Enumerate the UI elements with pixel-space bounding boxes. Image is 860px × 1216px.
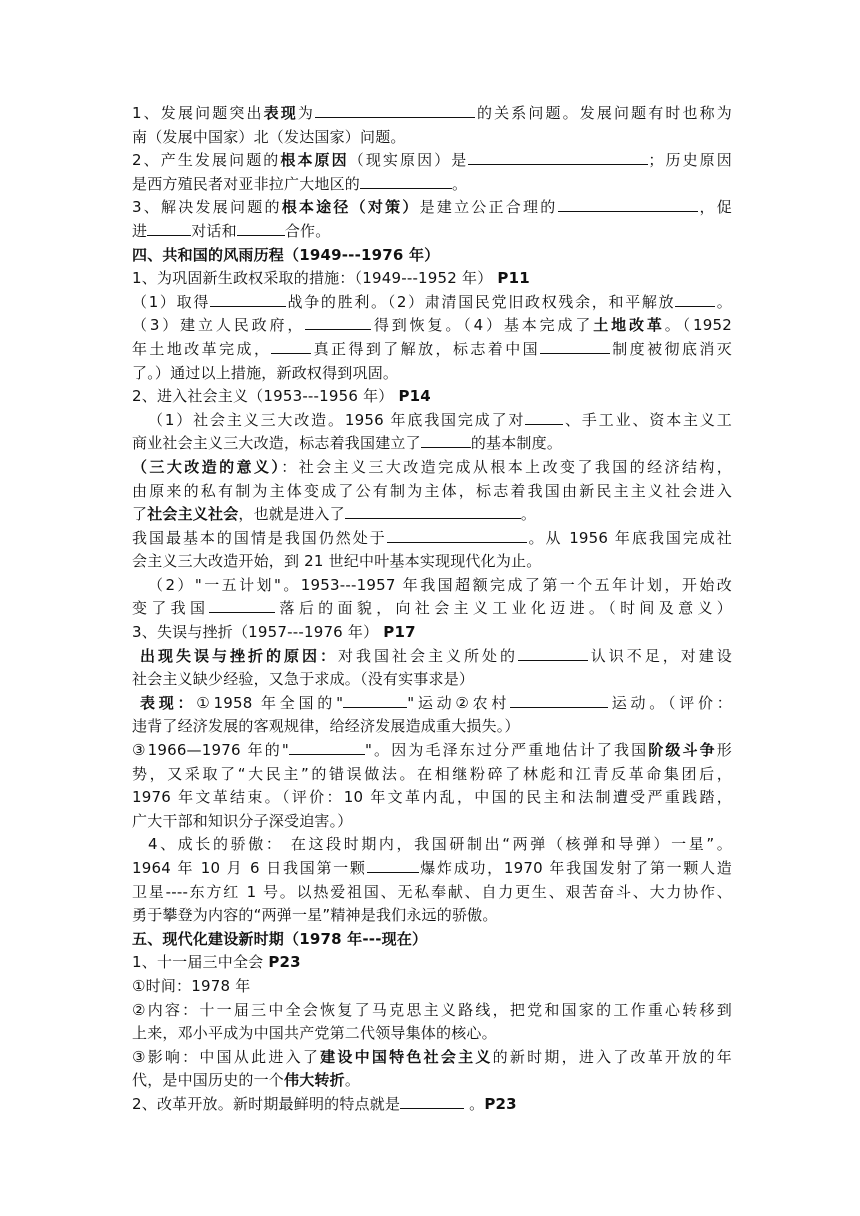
text-segment: 上来，邓小平成为中国共产党第二代领导集体的核心。 bbox=[132, 1024, 497, 1043]
text-line bbox=[132, 881, 732, 905]
text-line bbox=[132, 338, 732, 362]
text-line bbox=[132, 574, 732, 598]
text-line bbox=[132, 645, 732, 669]
text-line bbox=[132, 715, 732, 739]
fill-blank[interactable] bbox=[209, 597, 275, 613]
text-segment: 势，又采取了“大民主”的错误做法。在相继粉碎了林彪和江青反革命集团后， bbox=[132, 764, 732, 783]
text-segment: 南（发展中国家）北（发达国家）问题。 bbox=[132, 127, 406, 146]
text-line bbox=[132, 149, 732, 173]
fill-blank[interactable] bbox=[315, 102, 475, 118]
text-line bbox=[132, 503, 732, 527]
text-segment: 得到恢复。（4）基本完成了 bbox=[371, 316, 594, 335]
text-segment: 爆炸成功，1970 年我国发射了第一颗人造 bbox=[418, 859, 732, 877]
fill-blank[interactable] bbox=[558, 196, 698, 212]
text-line bbox=[132, 857, 732, 881]
text-segment: 我国最基本的国情是我国仍然处于 bbox=[132, 528, 387, 547]
text-segment: 。 bbox=[520, 505, 537, 524]
text-segment: 对我国社会主义所处的 bbox=[338, 646, 518, 665]
text-segment: （现实原因）是 bbox=[348, 151, 469, 170]
bold-text: 根本原因 bbox=[280, 151, 349, 170]
fill-blank[interactable] bbox=[289, 739, 365, 755]
text-segment: 社会主义缺少经验，又急于求成。（没有实事求是） bbox=[132, 670, 475, 689]
text-segment: 会主义三大改造开始，到 21 世纪中叶基本实现现代化为止。 bbox=[132, 552, 542, 571]
text-segment: 1、发展问题突出 bbox=[132, 104, 264, 122]
fill-blank[interactable] bbox=[510, 692, 608, 708]
text-segment: 战争的胜利。（2）肃清国民党旧政权残余，和平解放 bbox=[286, 292, 676, 311]
text-line bbox=[132, 173, 732, 197]
bold-text: 表现 bbox=[263, 104, 298, 122]
text-segment: 1976 年文革结束。（评价：10 年文革内乱，中国的民主和法制遭受严重践踏， bbox=[132, 788, 732, 807]
text-line bbox=[132, 409, 732, 433]
text-segment: 1、为巩固新生政权采取的措施：（1949---1952 年） bbox=[132, 269, 498, 288]
text-line bbox=[132, 220, 732, 244]
fill-blank[interactable] bbox=[343, 692, 407, 708]
text-line bbox=[132, 928, 732, 952]
fill-blank[interactable] bbox=[468, 149, 648, 165]
text-segment: 2、进入社会主义（1953---1956 年） bbox=[132, 387, 399, 406]
text-segment: 是建立公正合理的 bbox=[419, 198, 558, 217]
text-line bbox=[132, 362, 732, 386]
text-line bbox=[132, 1069, 732, 1093]
bold-text: 出现失误与挫折的原因： bbox=[140, 646, 338, 665]
bold-text: 五、现代化建设新时期（1978 年---现在） bbox=[132, 929, 428, 948]
text-segment: ，也就是进入了 bbox=[238, 505, 345, 524]
fill-blank[interactable] bbox=[518, 645, 588, 661]
text-segment: 勇于攀登为内容的“两弹一星”精神是我们永远的骄傲。 bbox=[132, 906, 498, 925]
text-line bbox=[132, 739, 732, 763]
fill-blank[interactable] bbox=[421, 432, 471, 448]
text-segment: ，促 bbox=[697, 198, 732, 217]
text-segment: 认识不足，对建设 bbox=[588, 646, 732, 665]
text-segment: 是西方殖民者对亚非拉广大地区的 bbox=[132, 174, 361, 193]
text-segment: 广大干部和知识分子深受迫害。） bbox=[132, 811, 353, 830]
text-segment: "运动②农村 bbox=[407, 693, 511, 712]
fill-blank[interactable] bbox=[237, 220, 285, 236]
bold-text: P17 bbox=[383, 623, 416, 642]
text-segment: 。 bbox=[464, 1094, 485, 1113]
text-line bbox=[132, 786, 732, 810]
text-line bbox=[132, 1093, 732, 1117]
text-segment: ；历史原因 bbox=[648, 151, 732, 170]
text-line bbox=[132, 1022, 732, 1046]
text-segment: 变了我国 bbox=[132, 599, 210, 618]
text-line bbox=[132, 102, 732, 126]
text-line bbox=[132, 267, 732, 291]
fill-blank[interactable] bbox=[387, 527, 527, 543]
text-segment: 、手工业、资本主义工 bbox=[563, 410, 732, 429]
text-line bbox=[132, 1046, 732, 1070]
text-segment: （1）取得 bbox=[132, 292, 211, 311]
text-line bbox=[132, 597, 732, 621]
text-line bbox=[132, 126, 732, 150]
text-line bbox=[132, 763, 732, 787]
text-segment: 的关系问题。发展问题有时也称为 bbox=[475, 104, 732, 122]
text-line bbox=[132, 385, 732, 409]
fill-blank[interactable] bbox=[345, 503, 521, 519]
fill-blank[interactable] bbox=[210, 291, 286, 307]
bold-text: 建设中国特色社会主义 bbox=[320, 1047, 493, 1066]
text-segment: 3、失误与挫折（1957---1976 年） bbox=[132, 623, 384, 642]
text-line bbox=[132, 904, 732, 928]
text-segment: 进 bbox=[132, 221, 148, 240]
fill-blank[interactable] bbox=[271, 338, 311, 354]
text-segment: 代，是中国历史的一个 bbox=[132, 1071, 285, 1090]
text-segment: 对话和 bbox=[191, 221, 237, 240]
text-segment: ①时间：1978 年 bbox=[132, 976, 251, 995]
text-segment: 年土地改革完成， bbox=[132, 339, 272, 358]
fill-blank[interactable] bbox=[675, 291, 715, 307]
bold-text: 四、共和国的风雨历程（1949---1976 年） bbox=[132, 245, 440, 264]
text-line bbox=[132, 550, 732, 574]
text-line bbox=[132, 810, 732, 834]
text-segment: 。 bbox=[344, 1071, 361, 1090]
text-segment: 3、解决发展问题的 bbox=[132, 198, 282, 217]
text-segment: 了 bbox=[132, 505, 148, 524]
text-segment: 了。）通过以上措施，新政权得到巩固。 bbox=[132, 363, 399, 382]
text-line bbox=[132, 480, 732, 504]
document-body bbox=[132, 102, 732, 1117]
fill-blank[interactable] bbox=[147, 220, 191, 236]
text-line bbox=[132, 833, 732, 857]
text-line bbox=[132, 951, 732, 975]
text-segment: "。因为毛泽东过分严重地估计了我国 bbox=[365, 741, 649, 760]
text-line bbox=[132, 621, 732, 645]
text-segment: （1）社会主义三大改造。1956 年底我国完成了对 bbox=[148, 410, 526, 429]
text-segment: 。 bbox=[452, 174, 468, 193]
text-segment: ②内容：十一届三中全会恢复了马克思主义路线，把党和国家的工作重心转移到 bbox=[132, 1000, 732, 1019]
text-segment: 。 bbox=[715, 292, 732, 311]
text-line bbox=[132, 999, 732, 1023]
bold-text: 表现： bbox=[140, 693, 197, 712]
text-line bbox=[132, 244, 732, 268]
text-line bbox=[132, 692, 732, 716]
bold-text: 阶级斗争 bbox=[648, 741, 717, 760]
text-segment: 1、十一届三中全会 bbox=[132, 953, 269, 972]
text-segment: 形 bbox=[716, 741, 732, 760]
text-segment: （2）"一五计划"。1953---1957 年我国超额完成了第一个五年计划，开始改 bbox=[148, 575, 732, 594]
text-segment: 合作。 bbox=[284, 221, 331, 240]
bold-text: 社会主义社会 bbox=[147, 505, 239, 524]
bold-text: P14 bbox=[398, 387, 431, 406]
fill-blank[interactable] bbox=[367, 857, 419, 873]
bold-text: （三大改造的意义） bbox=[132, 457, 282, 476]
text-segment: 2、产生发展问题的 bbox=[132, 151, 281, 170]
fill-blank[interactable] bbox=[540, 338, 610, 354]
text-segment: 制度被彻底消灭 bbox=[610, 339, 732, 358]
fill-blank[interactable] bbox=[400, 1093, 464, 1109]
text-segment: 运动。（评价： bbox=[608, 693, 732, 712]
text-segment: 的新时期，进入了改革开放的年 bbox=[492, 1047, 732, 1066]
text-segment: 真正得到了解放，标志着中国 bbox=[311, 339, 541, 358]
text-line bbox=[132, 196, 732, 220]
bold-text: P23 bbox=[484, 1094, 517, 1113]
bold-text: 伟大转折 bbox=[284, 1071, 345, 1090]
text-segment: 4、成长的骄傲： 在这段时期内，我国研制出“两弹（核弹和导弹）一星”。 bbox=[148, 835, 732, 854]
text-segment: 。（1952 bbox=[664, 316, 732, 335]
bold-text: 根本途径（对策） bbox=[281, 198, 420, 217]
text-line bbox=[132, 456, 732, 480]
text-line bbox=[132, 975, 732, 999]
text-segment: （3）建立人民政府， bbox=[132, 316, 306, 335]
bold-text: P11 bbox=[497, 269, 530, 288]
text-line bbox=[132, 432, 732, 456]
bold-text: P23 bbox=[268, 953, 301, 972]
text-line bbox=[132, 314, 732, 338]
fill-blank[interactable] bbox=[360, 173, 452, 189]
text-segment: ①1958 年全国的" bbox=[196, 693, 344, 712]
text-segment: 为 bbox=[297, 104, 316, 122]
text-segment: ：社会主义三大改造完成从根本上改变了我国的经济结构， bbox=[281, 457, 733, 476]
text-line bbox=[132, 668, 732, 692]
text-segment: 违背了经济发展的客观规律，给经济发展造成重大损失。） bbox=[132, 717, 520, 736]
text-line bbox=[132, 291, 732, 315]
text-segment: 2、改革开放。新时期最鲜明的特点就是 bbox=[132, 1094, 401, 1113]
text-segment: 1964 年 10 月 6 日我国第一颗 bbox=[132, 859, 367, 877]
text-segment: 的基本制度。 bbox=[470, 434, 563, 453]
text-segment: 卫星----东方红 1 号。以热爱祖国、无私奉献、自力更生、艰苦奋斗、大力协作、 bbox=[132, 882, 732, 901]
text-segment: ③1966—1976 年的" bbox=[132, 741, 290, 760]
text-segment: 商业社会主义三大改造，标志着我国建立了 bbox=[132, 434, 421, 453]
text-segment: 。从 1956 年底我国完成社 bbox=[526, 528, 732, 547]
bold-text: 土地改革 bbox=[593, 316, 665, 335]
text-segment: 由原来的私有制为主体变成了公有制为主体，标志着我国由新民主主义社会进入 bbox=[132, 481, 732, 500]
fill-blank[interactable] bbox=[525, 409, 563, 425]
text-line bbox=[132, 527, 732, 551]
text-segment: 落后的面貌，向社会主义工业化迈进。（时间及意义） bbox=[275, 599, 732, 618]
text-segment: ③影响：中国从此进入了 bbox=[132, 1047, 321, 1066]
fill-blank[interactable] bbox=[305, 314, 371, 330]
